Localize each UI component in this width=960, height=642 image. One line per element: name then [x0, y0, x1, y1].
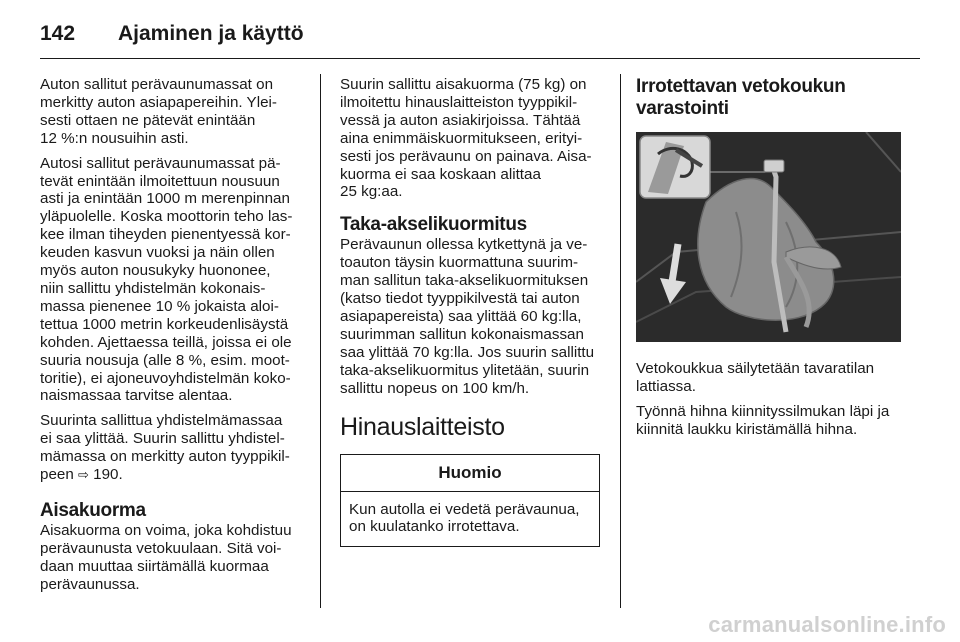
heading-rear-axle-load: Taka-akselikuormitus	[340, 214, 527, 236]
chapter-title: Ajaminen ja käyttö	[118, 22, 304, 45]
paragraph-rear-axle-load: Perävaunun ollessa kytkettynä ja ve- toauton täysin kuormattuna suurim- man sallitun taka-akselikuormituksen (katso tiedot tyyppikilvestä tai auton asiapapereista) saa ylittää 60 kg:lla, suurimman sallitun kokonaismassan saa ylittää 70 kg:lla. Jos suurin sallittu taka-akselikuormitus ylitetään, suurin sallittu nopeus on 100 km/h.	[340, 236, 595, 397]
column-divider	[620, 74, 621, 608]
arrow-right-outline-icon[interactable]: ⇨	[78, 467, 89, 483]
paragraph-strap-instructions: Työnnä hihna kiinnityssilmukan läpi ja kiinnitä laukku kiristämällä hihna.	[636, 402, 890, 438]
paragraph-altitude: Autosi sallitut perävaunumassat pä- tevät enintään ilmoitettuun nousuun asti ja enintään 1000 m merenpinnan yläpuolelle. Koska moottorin teho las- kee ilman tiheyden pienentyessä kor- keuden kasvun vuoksi ja näin ollen myös auton nousukyky huononee, niin sallittu yhdistelmän kokonais- massa pienenee 10 % jokaista aloi- tettua 1000 metrin korkeudenlisäystä kohden. Ajettaessa teillä, joissa ei ole suuria nousuja (alle 8 %, esim. moot- toritie), ei ajoneuvoyhdistelmän koko- naismassaa tarvitse alentaa.	[40, 154, 293, 405]
heading-aisakuorma: Aisakuorma	[40, 499, 146, 521]
watermark: carmanualsonline.info	[708, 612, 946, 637]
note-title: Huomio	[341, 455, 599, 492]
towbar-bag-illustration-icon	[636, 132, 901, 342]
column-1	[40, 76, 308, 601]
paragraph-drawbar-load: Aisakuorma on voima, joka kohdistuu perävaunusta vetokuulaan. Sitä voi- daan muuttaa siirtämällä kuormaa perävaunussa.	[40, 521, 292, 593]
note-body: Kun autolla ei vedetä perävaunua, on kuulatanko irrotettava.	[349, 500, 580, 536]
section-title-towing-equipment: Hinauslaitteisto	[340, 412, 505, 441]
paragraph-storage-location: Vetokoukkua säilytetään tavaratilan lattiassa.	[636, 360, 875, 395]
page-header	[40, 18, 920, 59]
column-3	[636, 76, 926, 446]
paragraph-combination-mass: Suurinta sallittua yhdistelmämassaa ei saa ylittää. Suurin sallittu yhdistel- mämassa on merkitty auton tyyppikil- peen ⇨ 190.	[40, 412, 290, 484]
caution-note-box	[340, 454, 600, 548]
paragraph-trailer-weights: Auton sallitut perävaunumassat on merkitty auton asiapapereihin. Ylei- sesti ottaen ne pätevät enintään 12 %:n nousuihin asti.	[40, 76, 277, 147]
heading-towbar-storage: Irrotettavan vetokoukun varastointi	[636, 76, 846, 119]
column-2	[340, 76, 605, 547]
page-number: 142	[40, 22, 76, 45]
paragraph-max-drawbar-load: Suurin sallittu aisakuorma (75 kg) on ilmoitettu hinauslaitteiston tyyppikil- vessä ja auton asiakirjoissa. Tähtää aina enimmäiskuormitukseen, erityi- sesti jos perävaunu on painava. Aisa- kuorma ei saa koskaan alittaa 25 kg:aa.	[340, 76, 592, 201]
page-reference[interactable]: 190.	[88, 466, 123, 484]
illustration-svg	[636, 132, 901, 342]
column-divider	[320, 74, 321, 608]
